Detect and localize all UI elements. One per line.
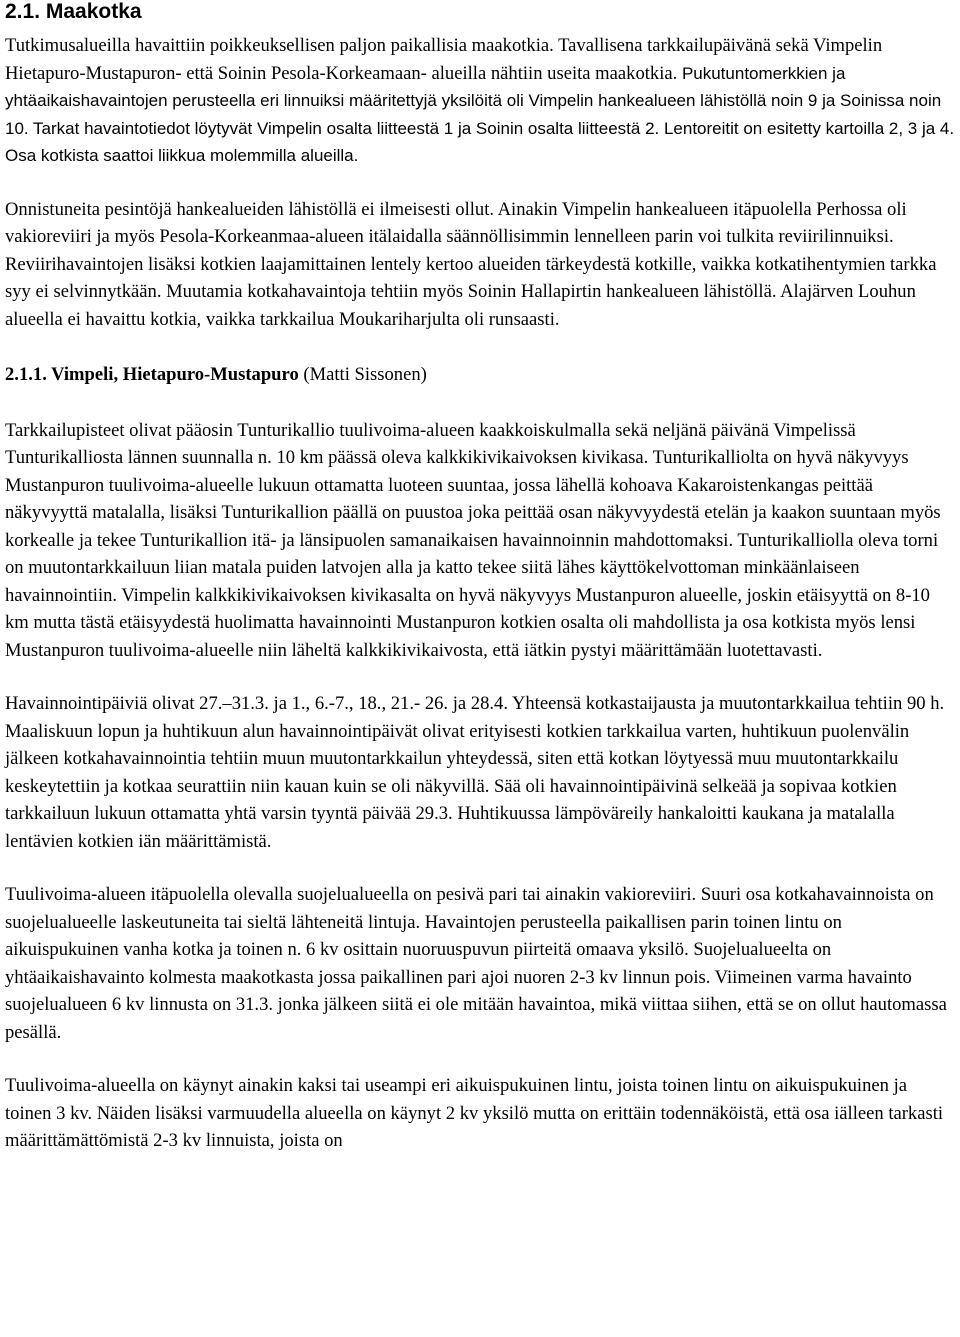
- paragraph-observation-points: Tarkkailupisteet olivat pääosin Tunturikallio tuulivoima-alueen kaakkoiskulmalla sekä neljänä päivänä Vimpelissä Tunturikalliosta lännen suunnalla n. 10 km päässä oleva kalkkikivikaivoksen kivikasa. Tunturikalliolta on hyvä näkyvyys Mustanpuron tuulivoima-alueelle lukuun ottamatta luoteen suuntaa, jossa lähellä kohoava Kakaroistenkangas peittää näkyvyyttä matalalla, lisäksi Tunturikallion päällä on puustoa joka peittää osan näkyvyydestä etelän ja kaakon suuntaan myös korkealle ja tekee Tunturikallion itä- ja länsipuolen samanaikaisen havainnoinnin mahdottomaksi. Tunturikalliolla oleva torni on muutontarkkailuun liian matala puiden latvojen alla ja katto tekee siitä lähes käyttökelvottoman minkäänlaiseen havainnointiin. Vimpelin kalkkikivikaivoksen kivikasalta on hyvä näkyvyys Mustanpuron alueelle, joskin etäisyyttä on 8-10 km mutta tästä etäisyydestä huolimatta havainnointi Mustanpuron kotkien osalta oli mahdollista ja osa kotkista myös lensi Mustanpuron tuulivoima-alueelle niin läheltä kalkkikivikaivosta, että iätkin pystyi määrittämään luotettavasti.: [5, 419, 941, 661]
- paragraph-intro: [5, 32, 955, 170]
- paragraph-observation-days: Havainnointipäiviä olivat 27.–31.3. ja 1., 6.-7., 18., 21.- 26. ja 28.4. Yhteensä kotkastaijausta ja muutontarkkailua tehtiin 90 h. Maaliskuun lopun ja huhtikuun alun havainnointipäivät olivat erityisesti kotkien tarkkailua varten, huhtikuun puolenvälin jälkeen kotkahavainnointia tehtiin muun muutontarkkailun yhteydessä, siten että kotkan löytyessä muu muutontarkkailu keskeytettiin ja kotkaa seurattiin niin kauan kuin se oli näkyvillä. Sää oli havainnointipäivinä selkeää ja sopivaa kotkien tarkkailuun lukuun ottamatta yhtä varsin tyyntä päivää 29.3. Huhtikuussa lämpöväreily hankaloitti kaukana ja matalalla lentävien kotkien iän määrittämistä.: [5, 693, 945, 852]
- subsection-number: 2.1.1.: [5, 364, 47, 385]
- subsection-author: (Matti Sissonen): [303, 364, 427, 385]
- section-number: 2.1.: [5, 0, 41, 23]
- paragraph-protected-area: Tuulivoima-alueen itäpuolella olevalla suojelualueella on pesivä pari tai ainakin vakioreviiri. Suuri osa kotkahavainnoista on suojelualueelle laskeutuneita tai sieltä lähteneitä lintuja. Havaintojen perusteella paikallisen parin toinen lintu on aikuispukuinen vanha kotka ja toinen n. 6 kv osittain nuoruuspuvun piirteitä omaava yksilö. Suojelualueelta on yhtäaikaishavainto kolmesta maakotkasta jossa paikallinen pari ajoi nuoren 2-3 kv linnun pois. Viimeinen varma havainto suojelualueen 6 kv linnusta on 31.3. jonka jälkeen siitä ei ole mitään havaintoa, mikä viittaa siihen, että se on ollut hautomassa pesällä.: [5, 884, 947, 1043]
- section-heading: [5, 0, 955, 24]
- subsection-heading: [5, 361, 955, 389]
- paragraph-intro-serif: Tutkimusalueilla havaittiin poikkeuksellisen paljon paikallisia maakotkia. Tavallisena tarkkailupäivänä sekä Vimpelin Hietapuro-Mustapuron- että Soinin Pesola-Korkeamaan- alueilla nähtiin useita maakotkia.: [5, 35, 883, 84]
- paragraph-wind-area: Tuulivoima-alueella on käynyt ainakin kaksi tai useampi eri aikuispukuinen lintu, joista toinen lintu on aikuispukuinen ja toinen 3 kv. Näiden lisäksi varmuudella alueella on käynyt 2 kv yksilö mutta on erittäin todennäköistä, että osa iälleen tarkasti määrittämättömistä 2-3 kv linnuista, joista on: [5, 1075, 944, 1151]
- paragraph-nesting: Onnistuneita pesintöjä hankealueiden lähistöllä ei ilmeisesti ollut. Ainakin Vimpelin hankealueen itäpuolella Perhossa oli vakioreviiri ja myös Pesola-Korkeanmaa-alueen itälaidalla säännöllisimmin lennelleen parin voi tulkita reviirilinnuiksi. Reviirihavaintojen lisäksi kotkien laajamittainen lentely kertoo alueiden tärkeydestä kotkille, vaikka kotkatihentymien tarkka syy ei selvinnytkään. Muutamia kotkahavaintoja tehtiin myös Soinin Hallapirtin hankealueen lähistöllä. Alajärven Louhun alueella ei havaittu kotkia, vaikka tarkkailua Moukariharjulta oli runsaasti.: [5, 198, 937, 330]
- paragraph-intro-sans: Pukutuntomerkkien ja yhtäaikaishavaintojen perusteella eri linnuiksi määritettyjä yksilöitä oli Vimpelin hankealueen lähistöllä noin 9 ja Soinissa noin 10. Tarkat havaintotiedot löytyvät Vimpelin osalta liitteestä 1 ja Soinin osalta liitteestä 2. Lentoreitit on esitetty kartoilla 2, 3 ja 4. Osa kotkista saattoi liikkua molemmilla alueilla.: [5, 63, 955, 165]
- subsection-title: Vimpeli, Hietapuro-Mustapuro: [51, 364, 299, 385]
- section-title: Maakotka: [45, 0, 142, 23]
- document-page: [5, 0, 955, 1155]
